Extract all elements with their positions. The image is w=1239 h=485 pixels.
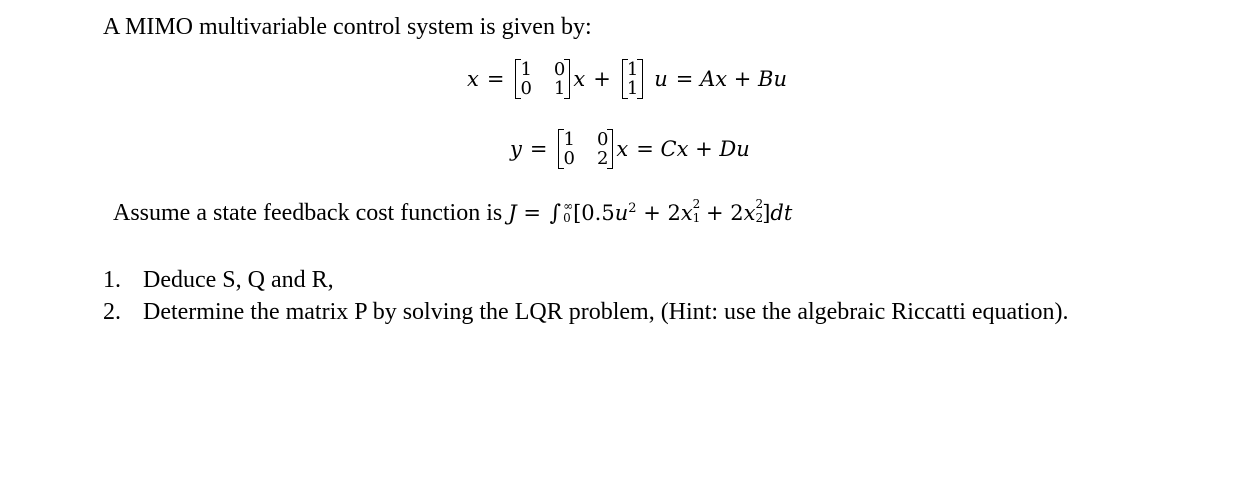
cost-u-exp: 2	[628, 201, 637, 216]
output-rhs: = Cx + Du	[636, 137, 750, 161]
state-lhs: x	[467, 67, 479, 91]
matrix-a-cell: 1	[553, 78, 566, 99]
cost-text: Assume a state feedback cost function is	[113, 200, 503, 226]
cost-open: [0.5	[573, 201, 615, 225]
integral-limits	[563, 200, 573, 224]
question-text: Determine the matrix P by solving the LQR problem, (Hint: use the algebraic Riccatti equation).	[143, 299, 1069, 325]
matrix-c	[558, 130, 613, 168]
question-number: 2.	[103, 299, 121, 325]
cost-j: J	[508, 201, 517, 225]
question-number: 1.	[103, 267, 121, 293]
matrix-c-cell: 0	[596, 129, 609, 150]
state-rhs: = Ax + Bu	[675, 67, 787, 91]
matrix-b	[622, 60, 643, 98]
matrix-b-cell: 1	[626, 78, 639, 99]
list-item	[103, 264, 1069, 296]
matrix-b-cell: 1	[626, 59, 639, 80]
cost-term2: + 2	[643, 201, 681, 225]
integral-lower: 0	[563, 211, 571, 225]
matrix-a-cell: 0	[553, 59, 566, 80]
integral-upper: ∞	[563, 199, 574, 213]
question-text: Deduce S, Q and R,	[143, 267, 334, 293]
state-equation	[467, 60, 787, 98]
output-lhs: y	[510, 137, 522, 161]
matrix-a-cell: 0	[520, 78, 532, 99]
cost-equals: =	[523, 201, 541, 225]
matrix-c-cell: 2	[596, 148, 609, 169]
cost-x2-sup: 2	[755, 197, 764, 211]
matrix-c-cell: 0	[563, 148, 575, 169]
matrix-a	[515, 60, 570, 98]
integral-sign: ∫	[549, 201, 562, 226]
question-list	[103, 264, 1069, 328]
state-equals: =	[486, 67, 505, 91]
cost-x1-sub: 1	[692, 211, 701, 225]
matrix-c-cell: 1	[563, 129, 575, 150]
cost-term3: + 2	[706, 201, 744, 225]
cost-dt: dt	[770, 201, 793, 225]
intro-text: A MIMO multivariable control system is given by:	[103, 14, 592, 40]
cost-x1-sup: 2	[692, 197, 701, 211]
output-x: x	[616, 137, 629, 161]
state-x: x	[573, 67, 586, 91]
cost-u: u	[614, 201, 629, 225]
state-plus: +	[593, 67, 611, 91]
list-item	[103, 296, 1069, 328]
matrix-a-cell: 1	[520, 59, 532, 80]
cost-close: ]	[762, 201, 771, 225]
output-equation	[510, 130, 750, 168]
cost-x2: x 2 2	[743, 197, 764, 225]
state-u: u	[654, 67, 668, 91]
cost-function	[113, 197, 793, 227]
cost-x2-sub: 2	[755, 211, 764, 225]
cost-x1: x 2 1	[680, 197, 701, 225]
output-equals: =	[529, 137, 548, 161]
